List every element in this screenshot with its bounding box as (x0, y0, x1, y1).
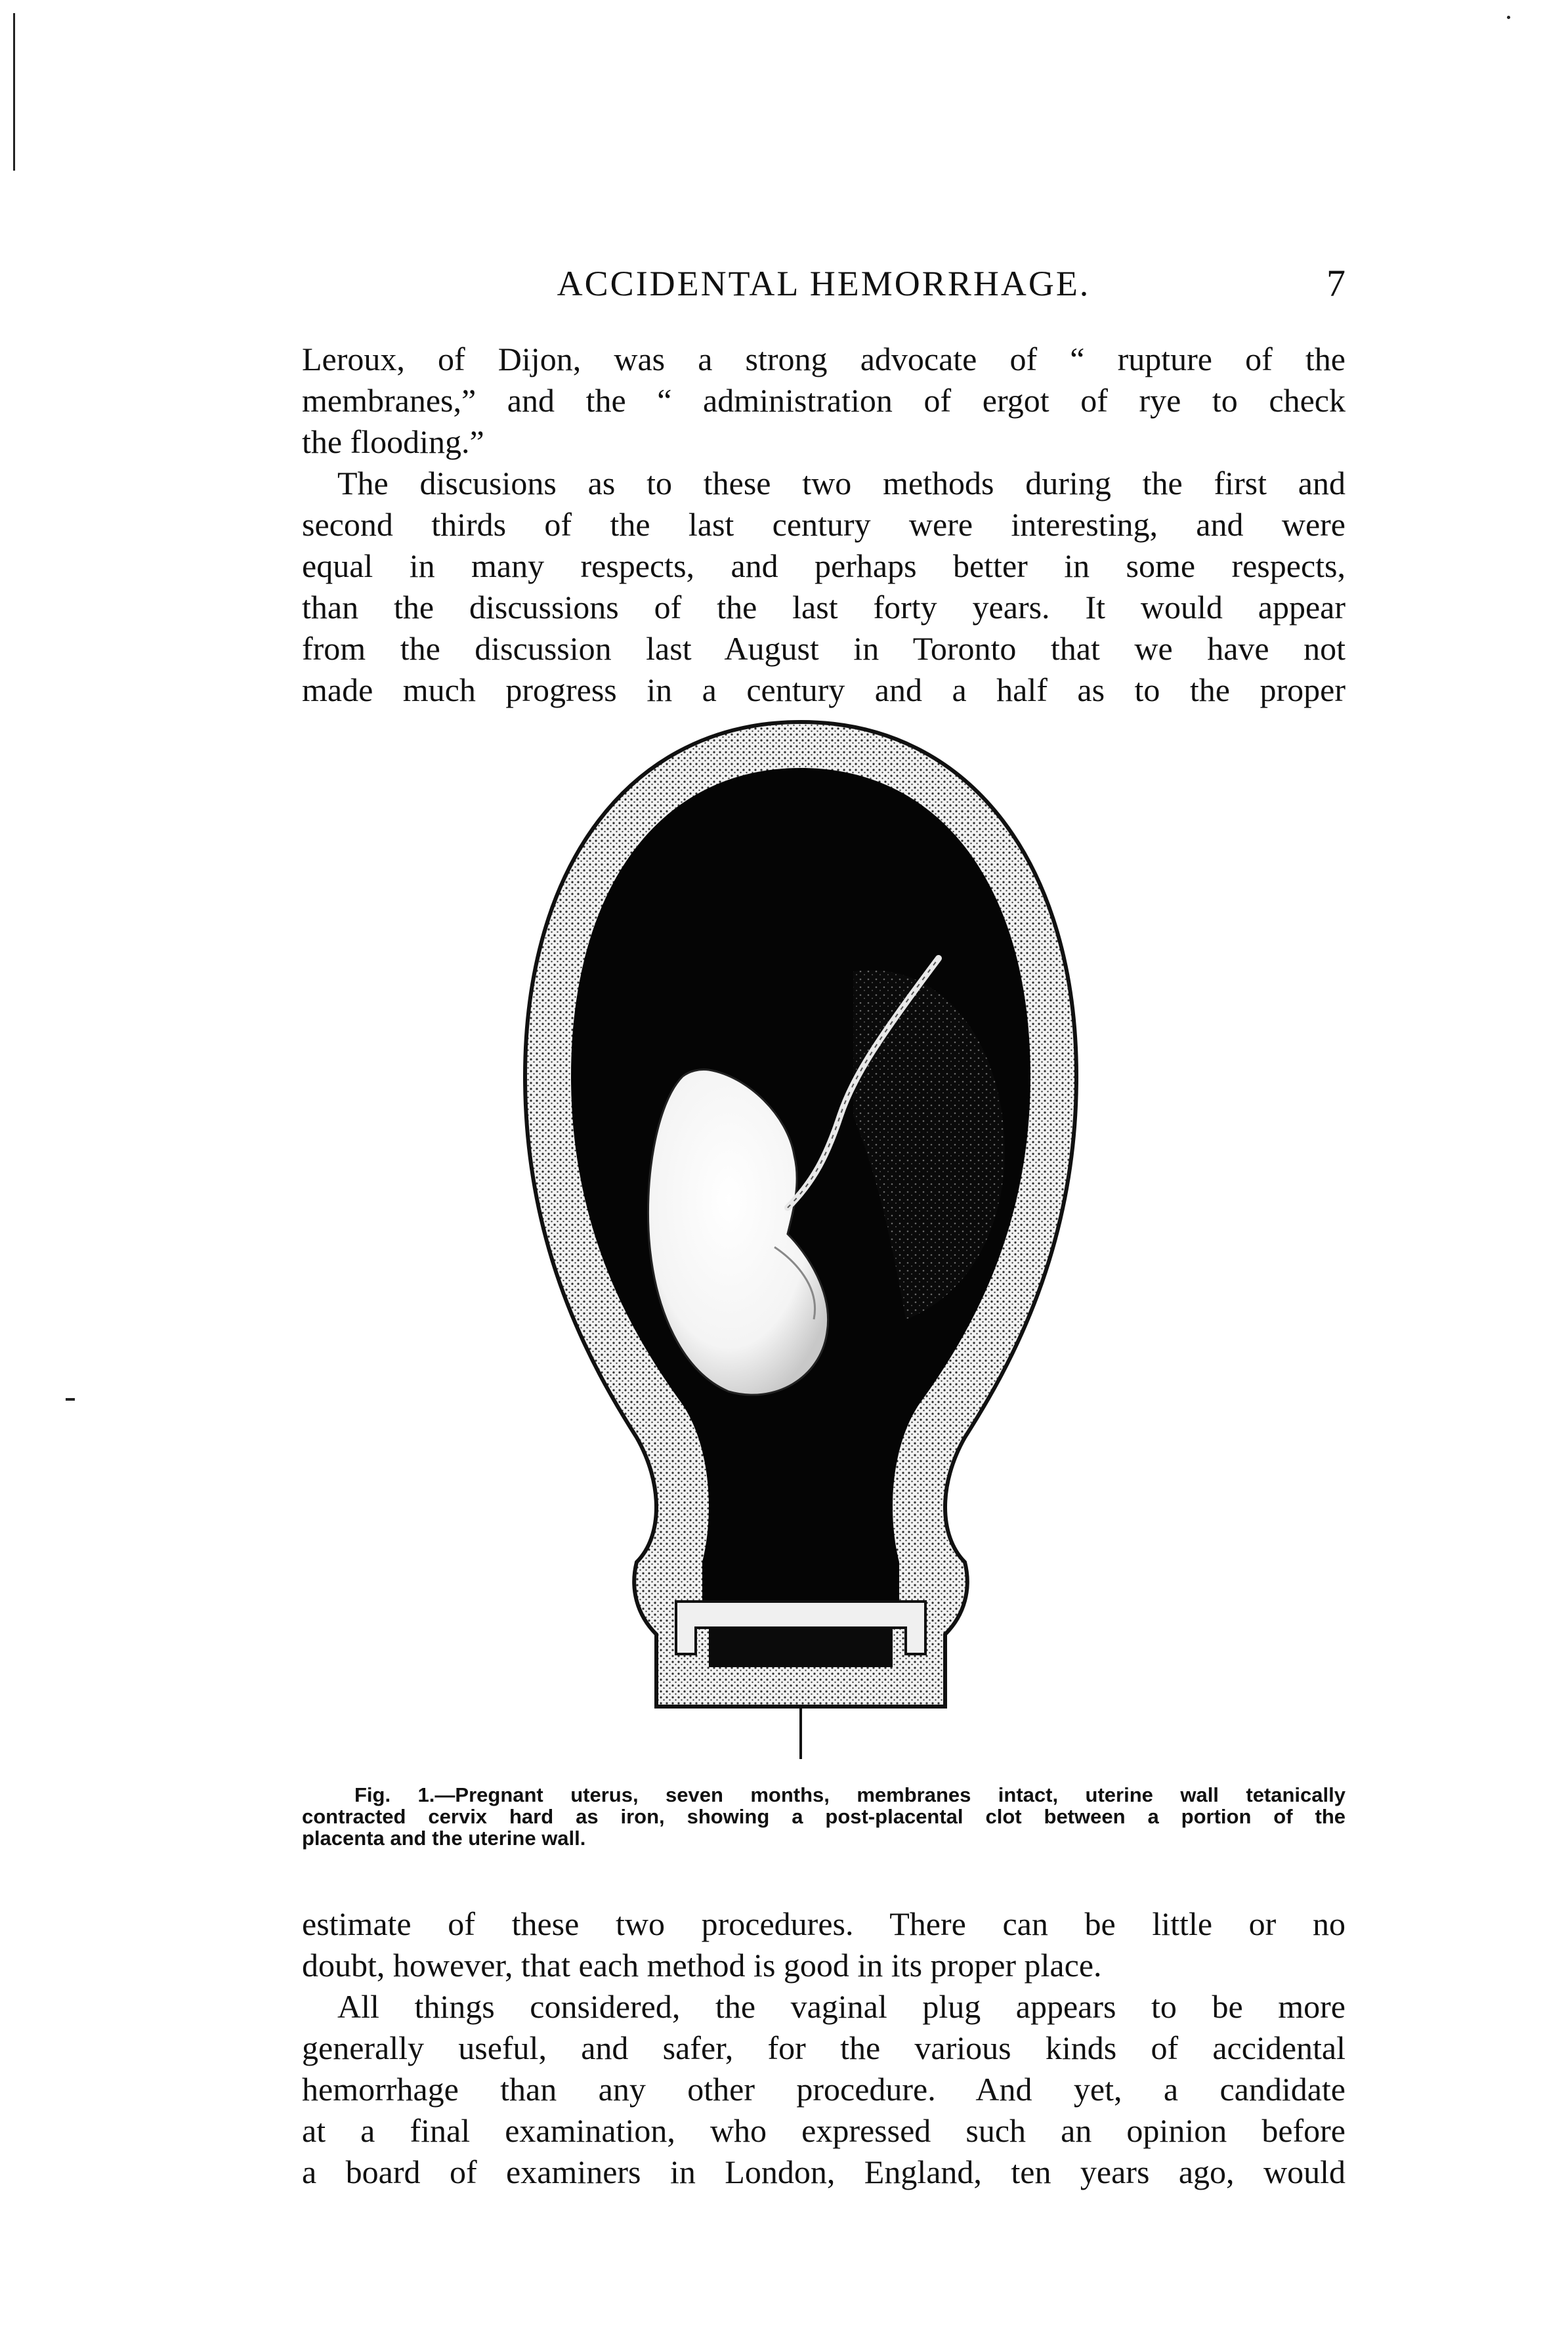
text-line: equal in many respects, and perhaps better in some respects, (302, 547, 1346, 584)
text-line: The discusions as to these two methods during the first and (337, 465, 1346, 501)
running-head: ACCIDENTAL HEMORRHAGE. (557, 264, 1091, 303)
uterus-illustration (512, 709, 1090, 1785)
text-line: doubt, however, that each method is good in its proper place. (302, 1947, 1102, 1984)
text-line: second thirds of the last century were interesting, and were (302, 506, 1346, 543)
body-text-top (302, 339, 1346, 711)
text-line: at a final examination, who expressed such an opinion before (302, 2112, 1346, 2149)
text-line: made much progress in a century and a half as to the proper (302, 671, 1346, 708)
text-line: the flooding.” (302, 423, 484, 460)
figure-caption (302, 1784, 1346, 1849)
uterus-engraving-svg (512, 709, 1090, 1785)
caption-line: contracted cervix hard as iron, showing a post-placental clot between a portion of the (302, 1805, 1346, 1828)
text-line: membranes,” and the “ administration of ergot of rye to check (302, 382, 1346, 419)
scan-edge-mark (66, 1398, 75, 1401)
text-line: Leroux, of Dijon, was a strong advocate of “ rupture of the (302, 341, 1346, 377)
text-line: estimate of these two procedures. There can be little or no (302, 1905, 1346, 1942)
text-line: generally useful, and safer, for the various kinds of accidental (302, 2029, 1346, 2066)
page-number: 7 (1326, 262, 1346, 305)
body-text-bottom (302, 1903, 1346, 2193)
text-line: than the discussions of the last forty years. It would appear (302, 589, 1346, 626)
text-line: hemorrhage than any other procedure. And yet, a candidate (302, 2071, 1346, 2108)
text-line: All things considered, the vaginal plug appears to be more (337, 1988, 1346, 2025)
text-line: from the discussion last August in Toronto that we have not (302, 630, 1346, 667)
text-line: a board of examiners in London, England, ten years ago, would (302, 2154, 1346, 2190)
scan-edge-mark (13, 13, 15, 171)
caption-line: placenta and the uterine wall. (302, 1827, 586, 1850)
scan-edge-mark (1507, 16, 1510, 19)
page-header (302, 257, 1346, 310)
caption-line: Fig. 1.—Pregnant uterus, seven months, membranes intact, uterine wall tetanically (354, 1783, 1346, 1806)
cervical-canal (709, 1628, 893, 1667)
